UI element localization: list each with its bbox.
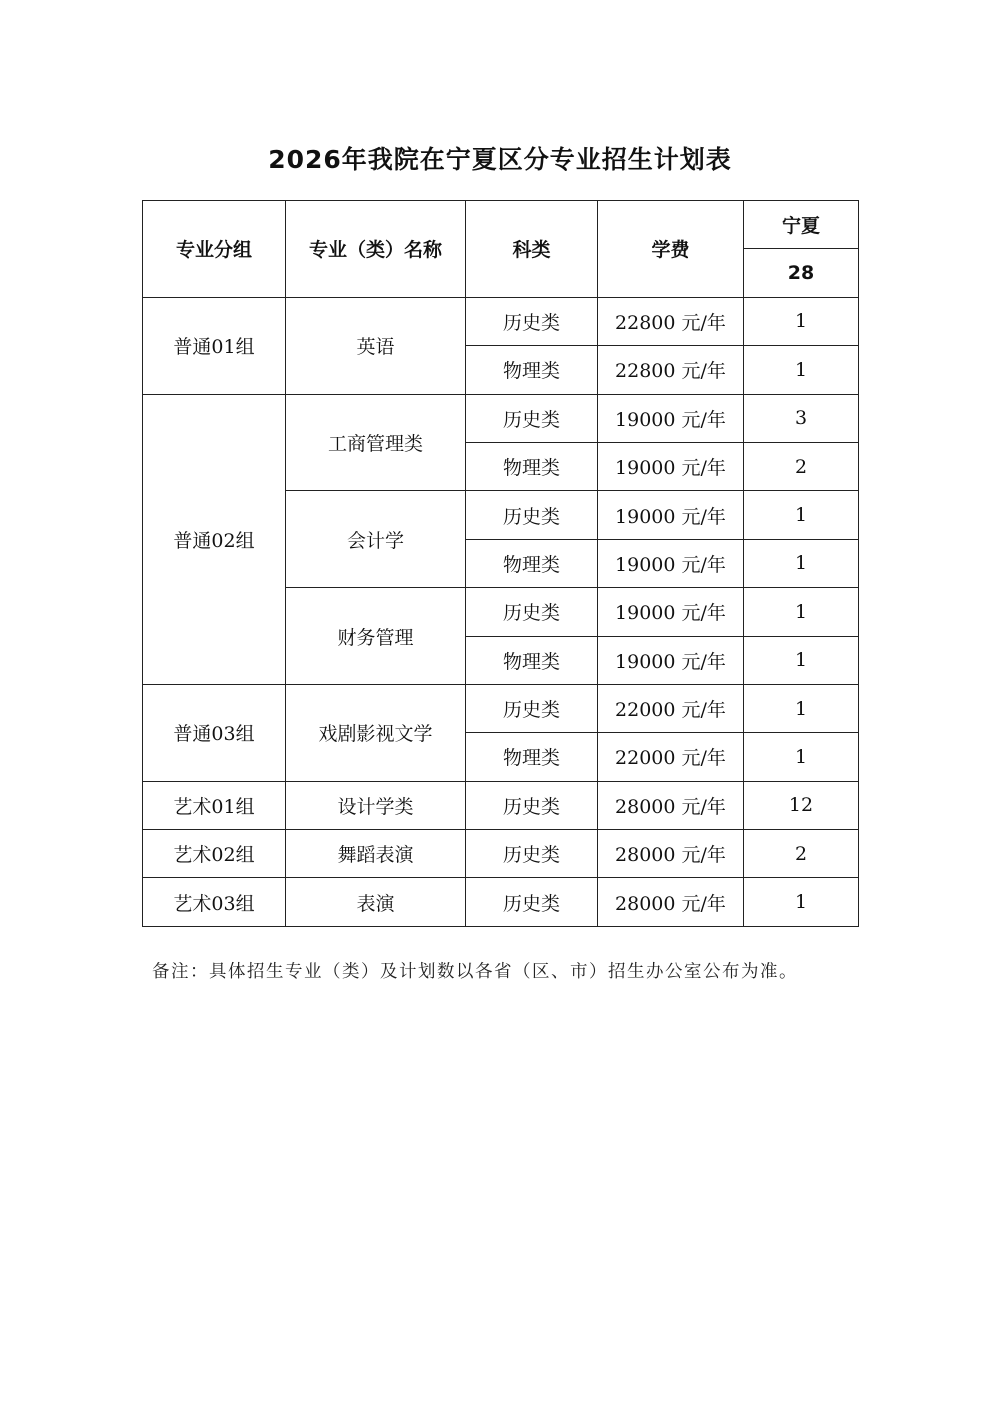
- fee-cell: 28000 元/年: [598, 830, 744, 878]
- subject-cell: 历史类: [466, 878, 598, 926]
- fee-cell: 28000 元/年: [598, 781, 744, 829]
- count-cell: 1: [744, 878, 859, 926]
- table-row: [143, 878, 859, 926]
- fee-cell: 19000 元/年: [598, 636, 744, 684]
- table-row: [143, 781, 859, 829]
- subject-cell: 物理类: [466, 539, 598, 587]
- major-cell: 舞蹈表演: [286, 830, 466, 878]
- group-cell: 艺术01组: [143, 781, 286, 829]
- subject-cell: 历史类: [466, 684, 598, 732]
- count-cell: 2: [744, 442, 859, 490]
- fee-cell: 22000 元/年: [598, 684, 744, 732]
- subject-cell: 历史类: [466, 491, 598, 539]
- fee-cell: 22800 元/年: [598, 346, 744, 394]
- table-row: [143, 297, 859, 345]
- header-subject: 科类: [466, 201, 598, 298]
- footnote: 备注：具体招生专业（类）及计划数以各省（区、市）招生办公室公布为准。: [152, 962, 798, 982]
- count-cell: 1: [744, 346, 859, 394]
- fee-cell: 19000 元/年: [598, 539, 744, 587]
- count-cell: 1: [744, 636, 859, 684]
- fee-cell: 19000 元/年: [598, 442, 744, 490]
- group-cell: 普通03组: [143, 684, 286, 781]
- header-total: 28: [744, 249, 859, 297]
- table-row: [143, 394, 859, 442]
- major-cell: 英语: [286, 297, 466, 394]
- page-title: 2026年我院在宁夏区分专业招生计划表: [268, 145, 732, 174]
- subject-cell: 历史类: [466, 781, 598, 829]
- subject-cell: 物理类: [466, 733, 598, 781]
- count-cell: 12: [744, 781, 859, 829]
- header-region: 宁夏: [744, 201, 859, 249]
- subject-cell: 物理类: [466, 346, 598, 394]
- fee-cell: 22000 元/年: [598, 733, 744, 781]
- fee-cell: 19000 元/年: [598, 491, 744, 539]
- group-cell: 普通02组: [143, 394, 286, 684]
- enrollment-plan-table: [142, 200, 859, 927]
- major-cell: 表演: [286, 878, 466, 926]
- group-cell: 普通01组: [143, 297, 286, 394]
- subject-cell: 历史类: [466, 297, 598, 345]
- count-cell: 1: [744, 539, 859, 587]
- fee-cell: 22800 元/年: [598, 297, 744, 345]
- subject-cell: 历史类: [466, 394, 598, 442]
- subject-cell: 历史类: [466, 588, 598, 636]
- fee-cell: 28000 元/年: [598, 878, 744, 926]
- header-major: 专业（类）名称: [286, 201, 466, 298]
- count-cell: 2: [744, 830, 859, 878]
- group-cell: 艺术02组: [143, 830, 286, 878]
- table-row: [143, 830, 859, 878]
- subject-cell: 物理类: [466, 636, 598, 684]
- count-cell: 1: [744, 684, 859, 732]
- count-cell: 1: [744, 297, 859, 345]
- table-row: [143, 684, 859, 732]
- fee-cell: 19000 元/年: [598, 588, 744, 636]
- count-cell: 1: [744, 588, 859, 636]
- count-cell: 1: [744, 491, 859, 539]
- count-cell: 3: [744, 394, 859, 442]
- count-cell: 1: [744, 733, 859, 781]
- major-cell: 工商管理类: [286, 394, 466, 491]
- header-fee: 学费: [598, 201, 744, 298]
- major-cell: 设计学类: [286, 781, 466, 829]
- header-group: 专业分组: [143, 201, 286, 298]
- fee-cell: 19000 元/年: [598, 394, 744, 442]
- header-row: [143, 201, 859, 249]
- major-cell: 戏剧影视文学: [286, 684, 466, 781]
- group-cell: 艺术03组: [143, 878, 286, 926]
- subject-cell: 物理类: [466, 442, 598, 490]
- subject-cell: 历史类: [466, 830, 598, 878]
- major-cell: 会计学: [286, 491, 466, 588]
- major-cell: 财务管理: [286, 588, 466, 685]
